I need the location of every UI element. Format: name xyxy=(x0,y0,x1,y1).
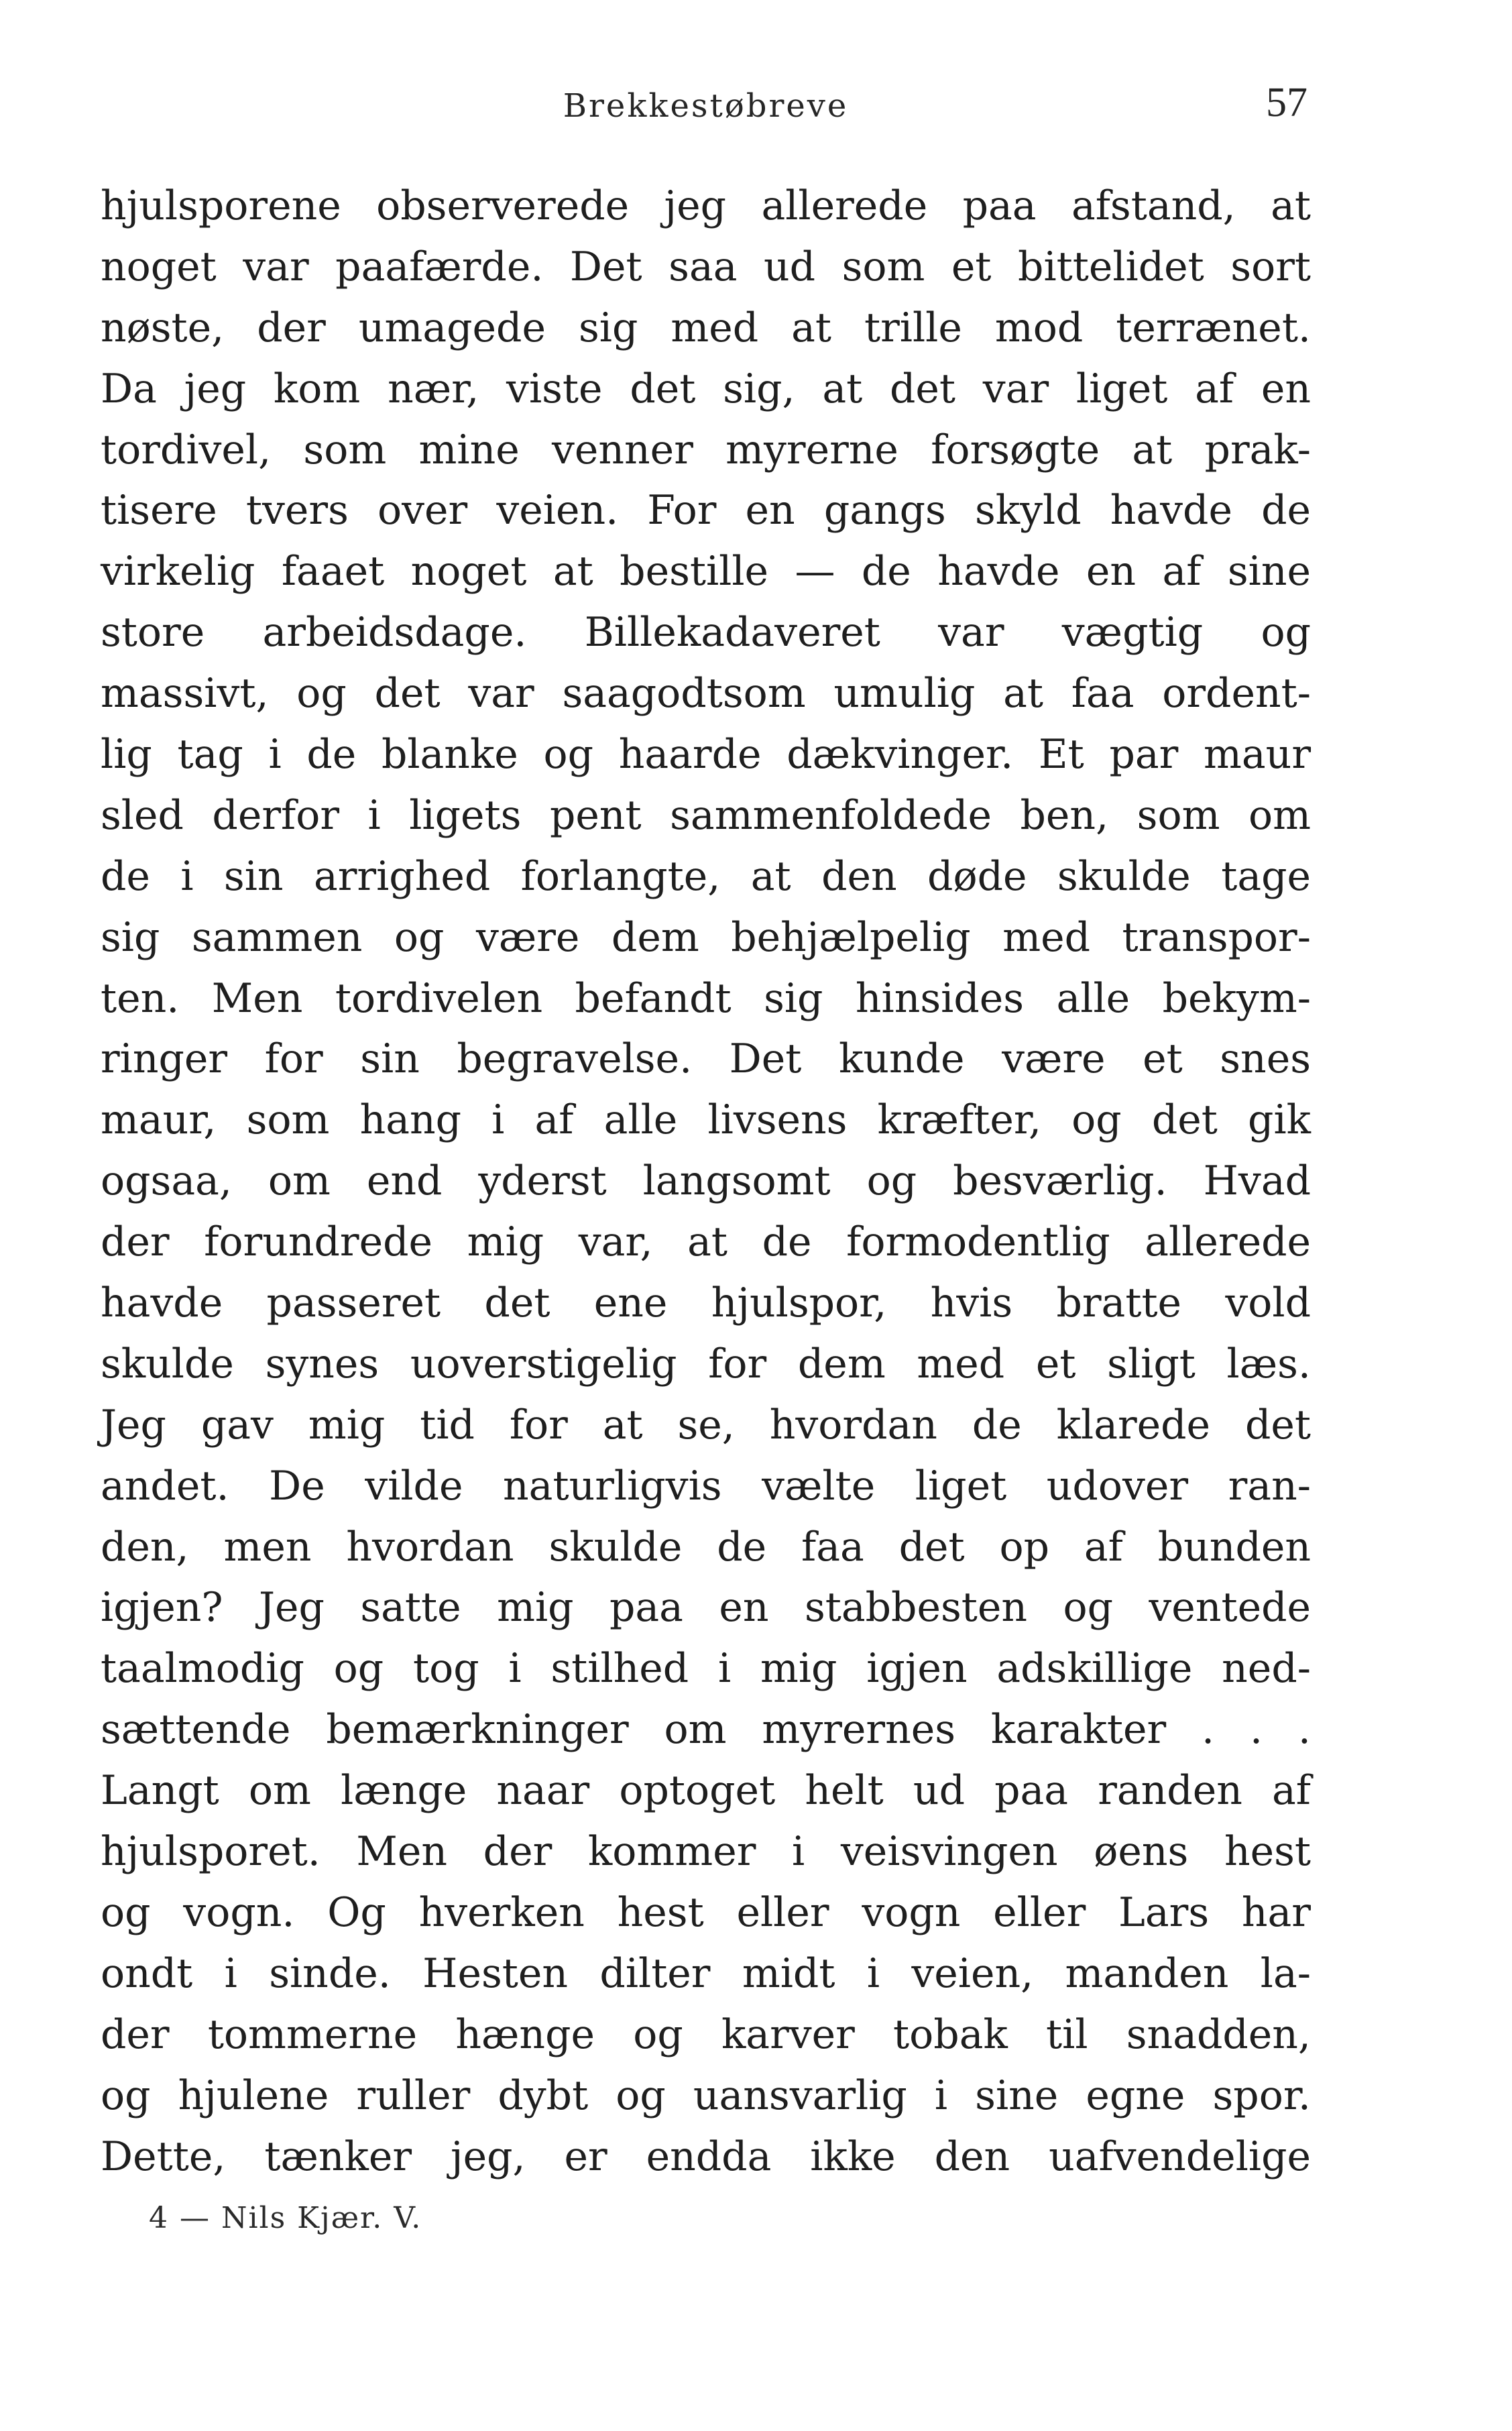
text-line: den, men hvordan skulde de faa det op af bunden xyxy=(101,1523,1311,1571)
body-text xyxy=(101,176,1311,2187)
text-line: igjen? Jeg satte mig paa en stabbesten og ventede xyxy=(101,1584,1311,1632)
text-line: taalmodig og tog i stilhed i mig igjen adskillige ned- xyxy=(101,1645,1311,1693)
text-line: Dette, tænker jeg, er endda ikke den uafvendelige xyxy=(101,2133,1311,2180)
text-line: sættende bemærkninger om myrernes karakter . . . xyxy=(101,1706,1311,1754)
text-line: lig tag i de blanke og haarde dækvinger. Et par maur xyxy=(101,731,1311,779)
text-line: de i sin arrighed forlangte, at den døde skulde tage xyxy=(101,852,1311,900)
text-line: Da jeg kom nær, viste det sig, at det var liget af en xyxy=(101,365,1311,412)
text-line: maur, som hang i af alle livsens kræfter, og det gik xyxy=(101,1096,1311,1144)
text-line: ten. Men tordivelen befandt sig hinsides alle bekym- xyxy=(101,974,1311,1022)
text-line: virkelig faaet noget at bestille — de havde en af sine xyxy=(101,548,1311,596)
text-line: ondt i sinde. Hesten dilter midt i veien, manden la- xyxy=(101,1949,1311,1997)
text-line: massivt, og det var saagodtsom umulig at faa ordent- xyxy=(101,670,1311,718)
printer-signature: 4 — Nils Kjær. V. xyxy=(149,2201,422,2235)
text-line: ogsaa, om end yderst langsomt og besværlig. Hvad xyxy=(101,1157,1311,1205)
text-line: Jeg gav mig tid for at se, hvordan de klarede det xyxy=(101,1401,1311,1449)
text-line: hjulsporet. Men der kommer i veisvingen øens hest xyxy=(101,1828,1311,1876)
text-line: andet. De vilde naturligvis vælte liget udover ran- xyxy=(101,1462,1311,1510)
text-line: nøste, der umagede sig med at trille mod terrænet. xyxy=(101,304,1311,351)
text-line: sled derfor i ligets pent sammenfoldede ben, som om xyxy=(101,791,1311,839)
text-line: sig sammen og være dem behjælpelig med transpor- xyxy=(101,913,1311,961)
text-line: tisere tvers over veien. For en gangs skyld havde de xyxy=(101,487,1311,534)
running-header xyxy=(101,79,1311,133)
text-line: havde passeret det ene hjulspor, hvis bratte vold xyxy=(101,1280,1311,1327)
text-line: store arbeidsdage. Billekadaveret var vægtig og xyxy=(101,609,1311,657)
text-line: tordivel, som mine venner myrerne forsøgte at prak- xyxy=(101,426,1311,473)
text-line: ringer for sin begravelse. Det kunde være et snes xyxy=(101,1035,1311,1083)
text-line: og hjulene ruller dybt og uansvarlig i sine egne spor. xyxy=(101,2072,1311,2119)
page-number: 57 xyxy=(1266,80,1307,125)
running-title: Brekkestøbreve xyxy=(563,87,849,125)
text-line: Langt om længe naar optoget helt ud paa randen af xyxy=(101,1767,1311,1815)
text-line: noget var paafærde. Det saa ud som et bittelidet sort xyxy=(101,243,1311,290)
text-line: der forundrede mig var, at de formodentlig allerede xyxy=(101,1219,1311,1266)
text-line: skulde synes uoverstigelig for dem med et sligt læs. xyxy=(101,1340,1311,1388)
text-line: og vogn. Og hverken hest eller vogn eller Lars har xyxy=(101,1888,1311,1936)
text-line: der tommerne hænge og karver tobak til snadden, xyxy=(101,2011,1311,2058)
text-line: hjulsporene observerede jeg allerede paa afstand, at xyxy=(101,182,1311,229)
